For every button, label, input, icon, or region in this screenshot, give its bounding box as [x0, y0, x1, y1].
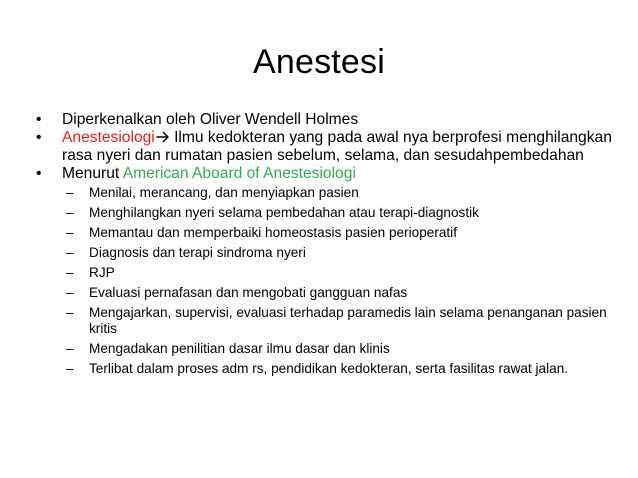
sub-item-text: RJP	[89, 265, 115, 280]
highlight-term: Anestesiologi	[62, 129, 155, 146]
right-arrow-icon	[156, 131, 170, 143]
sub-item	[34, 285, 614, 301]
dash-marker: –	[66, 361, 74, 376]
sub-item-text: Mengadakan penilitian dasar ilmu dasar dan klinis	[89, 341, 390, 356]
dash-marker: –	[66, 265, 74, 280]
bullet-text: Ilmu kedokteran yang pada awal nya berprofesi menghilangkan rasa nyeri dan rumatan pasien sebelum, selama, dan sesudahpembedahan	[62, 129, 612, 164]
sub-item-text: Menghilangkan nyeri selama pembedahan atau terapi-diagnostik	[89, 205, 479, 220]
dash-marker: –	[66, 285, 74, 300]
sub-item-text: Terlibat dalam proses adm rs, pendidikan kedokteran, serta fasilitas rawat jalan.	[89, 361, 569, 376]
sub-item	[34, 361, 614, 377]
sub-item	[34, 205, 614, 221]
bullet-marker: •	[36, 111, 42, 128]
slide-title: Anestesi	[252, 43, 385, 81]
bullet-item	[34, 165, 614, 183]
dash-marker: –	[66, 185, 74, 200]
sub-item-text: Menilai, merancang, dan menyiapkan pasien	[89, 185, 359, 200]
dash-marker: –	[66, 341, 74, 356]
sub-item	[34, 185, 614, 201]
sub-item-text: Evaluasi pernafasan dan mengobati gangguan nafas	[89, 285, 408, 300]
bullet-item	[34, 129, 614, 165]
sub-list	[34, 185, 614, 377]
sub-item-text: Memantau dan memperbaiki homeostasis pasien perioperatif	[89, 225, 457, 240]
bullet-marker: •	[36, 129, 42, 146]
bullet-list	[34, 111, 614, 381]
highlight-organization: American Aboard of Anestesiologi	[122, 165, 356, 182]
sub-item	[34, 341, 614, 357]
sub-item-text: Mengajarkan, supervisi, evaluasi terhadap paramedis lain selama penanganan pasien kritis	[89, 305, 607, 336]
dash-marker: –	[66, 205, 74, 220]
bullet-text: Diperkenalkan oleh Oliver Wendell Holmes	[62, 111, 359, 128]
bullet-marker: •	[36, 165, 42, 182]
bullet-item	[34, 111, 614, 129]
dash-marker: –	[66, 305, 74, 320]
sub-item	[34, 265, 614, 281]
sub-item-text: Diagnosis dan terapi sindroma nyeri	[89, 245, 306, 260]
bullet-prefix: Menurut	[62, 165, 123, 182]
sub-item	[34, 305, 614, 337]
sub-item	[34, 225, 614, 241]
sub-item	[34, 245, 614, 261]
dash-marker: –	[66, 245, 74, 260]
dash-marker: –	[66, 225, 74, 240]
